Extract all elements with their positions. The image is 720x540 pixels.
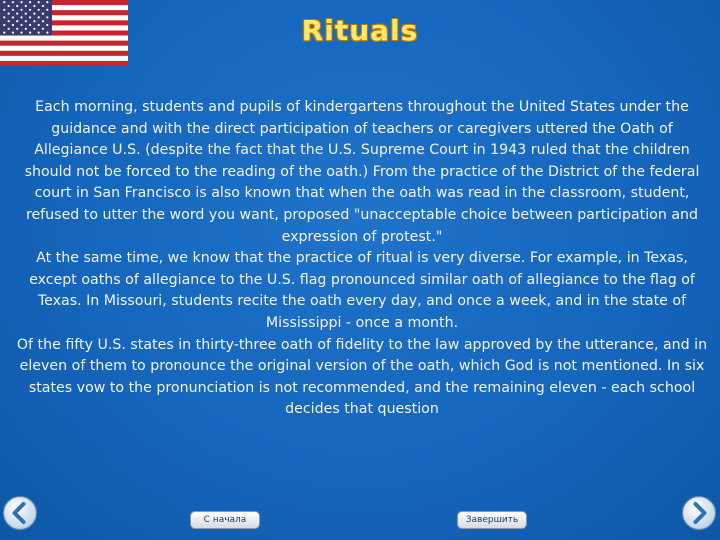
chevron-left-icon[interactable] [2, 495, 38, 531]
start-button[interactable]: С начала [190, 511, 260, 529]
slide-title: Rituals [301, 14, 419, 47]
paragraph-1: Each morning, students and pupils of kindergartens throughout the United States under the guidance and with the direct participation of teachers or caregivers uttered the Oath of Allegiance U.S. (despite the fact that the U.S. Supreme Court in 1943 ruled that the children should not be forced to the reading of the oath.) From the practice of the District of the federal court in San Francisco is also known that when the oath was read in the classroom, student, refused to utter the word you want, proposed "unacceptable choice between participation and expression of protest." [24, 99, 700, 245]
paragraph-2: At the same time, we know that the practice of ritual is very diverse. For example, in Texas, except oaths of allegiance to the U.S. flag pronounced similar oath of allegiance to the flag of Texas. In Missouri, students recite the oath every day, and once a week, and in the state of Mississippi - once a month. [29, 250, 695, 331]
slide-body [14, 97, 710, 421]
paragraph-3: Of the fifty U.S. states in thirty-three oath of fidelity to the law approved by the utterance, and in eleven of them to pronounce the original version of the oath, which God is not mentioned. In six states vow to the pronunciation is not recommended, and the remaining eleven - each school decides that question [16, 336, 708, 418]
finish-button[interactable]: Завершить [457, 511, 527, 529]
chevron-right-icon[interactable] [681, 495, 717, 531]
